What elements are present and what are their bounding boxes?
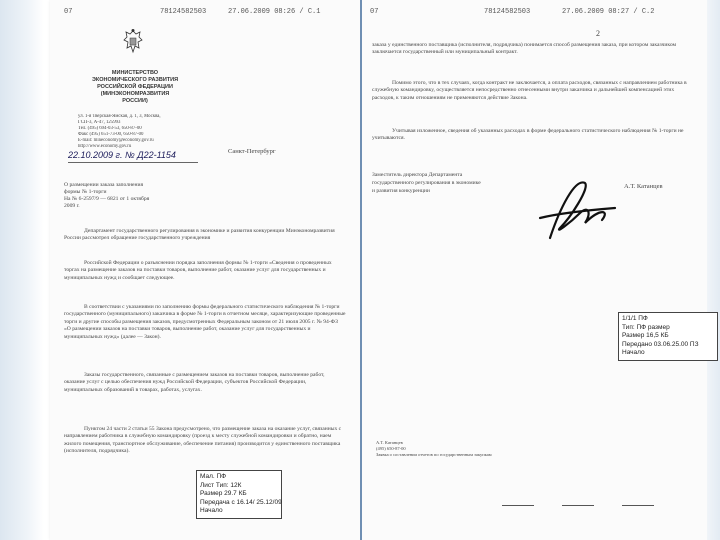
ministry-name-3: РОССИЙСКОЙ ФЕДЕРАЦИИ	[97, 84, 173, 90]
footer-note: А.Т. Катанцев	[376, 440, 403, 445]
address-line: Тел. (495) 694-03-53, 650-87-00	[78, 126, 142, 131]
registration-number: Д22-1154	[137, 150, 176, 160]
left-document-page	[50, 0, 363, 540]
fax-stamp-line: Начало	[622, 349, 645, 357]
fax-stamp-line: Передано 03.06.25.00 ПЗ	[622, 340, 699, 348]
fax-stamp-line: Тип: ПФ размер	[622, 323, 670, 331]
body-paragraph: Заказы государственного, связанные с размещением заказов на поставки товаров, выполнение работ, оказание услуг с целью обеспечения нужд Российской Федерации, субъектов Российской Федерации, муниципальных образований в товарах, работах, услугах.	[64, 372, 325, 393]
fax-transmission-stamp	[618, 312, 718, 361]
signatory-title: и развития конкуренции	[372, 188, 430, 194]
fax-stamp-line: 1/1/1 ПФ	[622, 315, 648, 322]
subject-line: формы № 1-торги	[64, 189, 107, 195]
body-paragraph: заказа у единственного поставщика (исполнителя, подрядчика) понимается способ размещения заказа, при котором заказчиком заключается государственный или муниципальный контракт.	[372, 42, 677, 56]
address-line: http://www.economy.gov.ru	[78, 144, 132, 149]
city-name: Санкт-Петербург	[228, 148, 276, 155]
registration-handwritten: 22.10.2009 г. № Д22-1154	[68, 150, 176, 160]
fax-header-datetime: 27.06.2009 08:26 / С.1	[228, 8, 321, 16]
body-paragraph: Пунктом 24 части 2 статьи 55 Закона предусмотрено, что размещение заказа на оказание услуг, связанных с направлением работника в служебную командировку (проезд к месту служебной командировки и обратно, наем жилого помещения, транспортное обслуживание, обеспечение питания) производится у единственного поставщика (исполнителя, подрядчика).	[64, 426, 342, 455]
fax-stamp-line: Размер 29.7 КБ	[200, 490, 247, 497]
divider	[68, 162, 198, 163]
registration-date: 22.10.2009 г.	[68, 150, 123, 160]
body-paragraph: Российской Федерации о разъяснении порядка заполнения формы № 1-торги «Сведения о проведенных торгах на размещение заказов на поставки товаров, выполнение работ, оказание услуг для государственных и муниципальных нужд и сообщает следующее.	[64, 260, 332, 281]
ministry-name-2: ЭКОНОМИЧЕСКОГО РАЗВИТИЯ	[91, 77, 179, 83]
fax-stamp-line: Размер 16,5 КБ	[622, 332, 669, 340]
subject-line: 2009 г.	[64, 203, 80, 209]
signatory-title: Заместитель директора Департамента	[372, 172, 463, 178]
footer-note: (495) 650-87-00	[376, 446, 406, 451]
footer-note: Заявка о составлении отчетов по государственным закупкам	[376, 452, 492, 457]
address-line: E-mail: mineconomy@economy.gov.ru	[78, 138, 154, 143]
background-stripe-left	[0, 0, 44, 540]
address-line: ул. 1-я Тверская-Ямская, д. 1, 3, Москва,	[78, 114, 161, 119]
fax-transmission-stamp	[196, 470, 282, 519]
body-paragraph: Учитывая изложенное, сведения об указанных расходах в форме федерального статистического наблюдения № 1-торги не учитываются.	[372, 128, 684, 142]
footer-rule	[502, 505, 534, 506]
subject-line: На № 6-2597/9 — 6821 от 1 октября	[64, 196, 150, 202]
fax-header-number: 78124582503	[484, 8, 531, 16]
fax-header-code: 07	[64, 8, 73, 16]
fax-stamp-line: Начало	[200, 507, 223, 514]
handwritten-signature	[530, 168, 620, 248]
ministry-name-4: (МИНЭКОНОМРАЗВИТИЯ РОССИИ)	[100, 91, 170, 104]
address-line: Факс (495) 651-73-00, 650-87-00	[78, 132, 144, 137]
footer-rule	[562, 505, 594, 506]
fax-header-number: 78124582503	[160, 8, 207, 16]
page-number: 2	[596, 29, 600, 38]
fax-stamp-line: Мал. ПФ	[200, 473, 227, 480]
address-line: ГСП-3, А-47, 125993	[78, 120, 121, 125]
body-paragraph: Департамент государственного регулирования в экономике и развития конкуренции Минэкономразвития России рассмотрел обращение государственного учреждения	[64, 228, 335, 242]
right-document-page	[362, 0, 707, 540]
signatory-title: государственного регулирования в экономике	[372, 180, 481, 186]
footer-rule	[622, 505, 654, 506]
fax-header-code: 07	[370, 8, 379, 16]
body-paragraph: Помимо этого, что в тех случаях, когда контракт не заключается, а оплата расходов, связанных с направлением работника в служебную командировку, осуществляется непосредственно отнесенными внутри заказчика и дальнейшей компенсацией этих расходов, к таким отношениям не применяются действие Закона.	[372, 80, 687, 101]
fax-stamp-line: Лист Тип: 12К	[200, 481, 242, 489]
fax-header-datetime: 27.06.2009 08:27 / С.2	[562, 8, 655, 16]
ministry-name-1: МИНИСТЕРСТВО	[111, 70, 159, 76]
coat-of-arms-icon	[122, 28, 144, 56]
fax-stamp-line: Передача с 16.14/ 25.12/09	[200, 498, 282, 506]
subject-line: О размещении заказа заполнения	[64, 182, 144, 188]
signatory-name: А.Т. Катанцев	[624, 183, 663, 190]
body-paragraph: В соответствии с указаниями по заполнению формы федерального статистического наблюдения № 1-торги государственного (муниципального) заказчика в форме № 1-торги в отчетном месяце, характеризующие проведенные торги и другие способы размещения заказов, предусмотренных Федеральным законом от 21 июля 2005 г. № 94-ФЗ «О размещении заказов на поставки товаров, выполнение работ, оказание услуг для государственных и муниципальных нужд» (далее — Закон).	[64, 304, 346, 340]
